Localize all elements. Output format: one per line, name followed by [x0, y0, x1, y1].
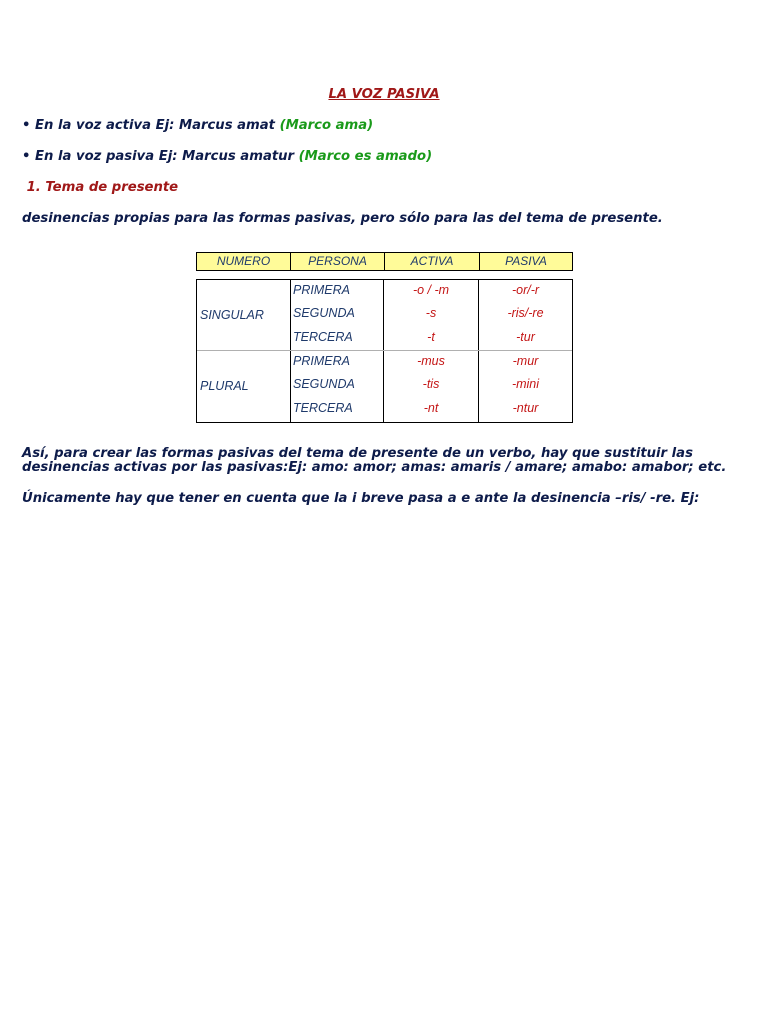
activa-cell: -s	[425, 306, 437, 320]
paragraph-substitution: Así, para crear las formas pasivas del tema de presente de un verbo, hay que sustituir las desinencias activas por las pasivas:Ej: amo: amor; amas: amaris / amare; amabo: amabor; etc.	[22, 446, 727, 475]
pasiva-cell: -or/-r	[511, 283, 540, 297]
header-persona: PERSONA	[291, 253, 385, 270]
pasiva-cell: -ris/-re	[507, 306, 544, 320]
group-separator	[197, 350, 572, 351]
section-heading: 1. Tema de presente	[22, 180, 179, 195]
activa-cell: -o / -m	[412, 283, 450, 297]
header-activa: ACTIVA	[385, 253, 480, 270]
header-pasiva: PASIVA	[505, 254, 547, 268]
bullet-active-text: • En la voz activa Ej: Marcus amat	[22, 118, 280, 133]
bullet-active-translation: (Marco ama)	[279, 118, 374, 133]
persona-cell: SEGUNDA	[293, 306, 355, 320]
numero-singular: SINGULAR	[200, 308, 264, 322]
persona-cell: PRIMERA	[293, 354, 350, 368]
persona-cell: SEGUNDA	[293, 377, 355, 391]
header-numero: NUMERO	[197, 253, 291, 270]
persona-cell: TERCERA	[293, 401, 353, 415]
pasiva-cell: -mur	[512, 354, 539, 368]
persona-cell: TERCERA	[293, 330, 353, 344]
pasiva-cell: -mini	[511, 377, 540, 391]
bullet-passive-text: • En la voz pasiva Ej: Marcus amatur	[22, 149, 299, 164]
bullet-passive-translation: (Marco es amado)	[298, 149, 433, 164]
page-title: LA VOZ PASIVA	[328, 87, 440, 102]
activa-cell: -nt	[423, 401, 439, 415]
bullet-active-voice	[22, 118, 373, 133]
bullet-passive-voice	[22, 149, 432, 164]
intro-text: desinencias propias para las formas pasivas, pero sólo para las del tema de presente.	[22, 211, 663, 226]
numero-plural: PLURAL	[200, 379, 249, 393]
paragraph-note: Únicamente hay que tener en cuenta que la i breve pasa a e ante la desinencia –ris/ -re. Ej:	[22, 491, 700, 506]
activa-cell: -mus	[417, 354, 445, 368]
table-divider	[290, 280, 291, 422]
endings-table	[196, 279, 573, 423]
pasiva-cell: -tur	[516, 330, 535, 344]
table-header	[196, 252, 573, 271]
activa-cell: -tis	[422, 377, 440, 391]
pasiva-cell: -ntur	[512, 401, 539, 415]
persona-cell: PRIMERA	[293, 283, 350, 297]
activa-cell: -t	[427, 330, 435, 344]
